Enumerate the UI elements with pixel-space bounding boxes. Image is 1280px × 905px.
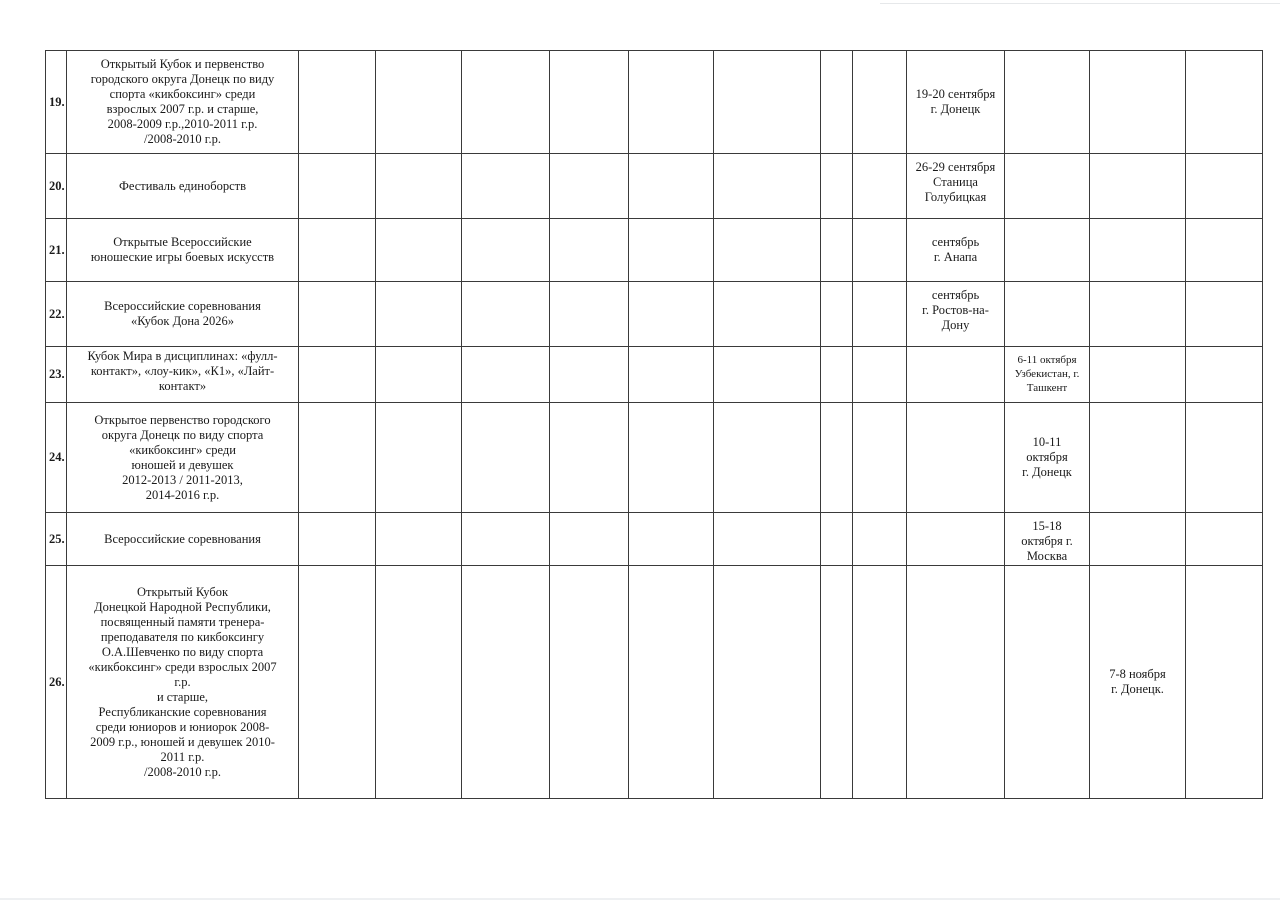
- empty-cell: [550, 154, 629, 219]
- empty-cell: [376, 513, 462, 566]
- empty-cell: [299, 403, 376, 513]
- empty-cell: [714, 51, 821, 154]
- empty-cell: [376, 154, 462, 219]
- empty-cell: [1186, 219, 1263, 282]
- empty-cell: [853, 566, 907, 799]
- empty-cell: [550, 347, 629, 403]
- empty-cell: [299, 347, 376, 403]
- table-row: [46, 219, 1263, 282]
- event-name: Всероссийские соревнования: [67, 513, 299, 566]
- table-row: [46, 51, 1263, 154]
- empty-cell: [821, 403, 853, 513]
- empty-cell: [714, 154, 821, 219]
- empty-cell: [376, 566, 462, 799]
- empty-cell: [853, 154, 907, 219]
- empty-cell: [462, 219, 550, 282]
- empty-cell: [1090, 219, 1186, 282]
- empty-cell: [550, 282, 629, 347]
- row-number: 23.: [46, 347, 67, 403]
- empty-cell: [1186, 347, 1263, 403]
- row-number: 25.: [46, 513, 67, 566]
- empty-cell: [853, 219, 907, 282]
- empty-cell: [821, 282, 853, 347]
- table-row: [46, 154, 1263, 219]
- empty-cell: [714, 219, 821, 282]
- empty-cell: [1186, 154, 1263, 219]
- scan-artifact-bottom: [0, 898, 1280, 900]
- empty-cell: [1090, 51, 1186, 154]
- empty-cell: [1090, 403, 1186, 513]
- empty-cell: [1186, 403, 1263, 513]
- empty-cell: [821, 219, 853, 282]
- event-name: Открытые Всероссийские юношеские игры боевых искусств: [67, 219, 299, 282]
- empty-cell: [1090, 513, 1186, 566]
- empty-cell: [376, 282, 462, 347]
- empty-cell: [629, 513, 714, 566]
- event-date-cell: сентябрь г. Ростов-на- Дону: [907, 282, 1005, 347]
- empty-cell: [462, 566, 550, 799]
- empty-cell: [1005, 282, 1090, 347]
- empty-cell: [1005, 51, 1090, 154]
- empty-cell: [462, 403, 550, 513]
- empty-cell: [462, 513, 550, 566]
- empty-cell: [821, 51, 853, 154]
- table-row: [46, 282, 1263, 347]
- event-date-cell: сентябрь г. Анапа: [907, 219, 1005, 282]
- row-number: 24.: [46, 403, 67, 513]
- empty-cell: [629, 154, 714, 219]
- empty-cell: [629, 219, 714, 282]
- empty-cell: [629, 403, 714, 513]
- empty-cell: [853, 403, 907, 513]
- schedule-table: [45, 50, 1263, 799]
- empty-cell: [462, 154, 550, 219]
- event-date-cell: 26-29 сентября Станица Голубицкая: [907, 154, 1005, 219]
- schedule-table-body: [46, 51, 1263, 799]
- empty-cell: [376, 403, 462, 513]
- empty-cell: [629, 566, 714, 799]
- row-number: 21.: [46, 219, 67, 282]
- row-number: 22.: [46, 282, 67, 347]
- empty-cell: [299, 154, 376, 219]
- empty-cell: [907, 513, 1005, 566]
- empty-cell: [821, 513, 853, 566]
- empty-cell: [299, 51, 376, 154]
- empty-cell: [376, 219, 462, 282]
- empty-cell: [376, 347, 462, 403]
- empty-cell: [299, 566, 376, 799]
- event-name: Кубок Мира в дисциплинах: «фулл- контакт», «лоу-кик», «К1», «Лайт- контакт»: [67, 347, 299, 403]
- empty-cell: [1005, 154, 1090, 219]
- empty-cell: [853, 513, 907, 566]
- empty-cell: [853, 282, 907, 347]
- empty-cell: [1186, 513, 1263, 566]
- empty-cell: [1186, 51, 1263, 154]
- empty-cell: [299, 219, 376, 282]
- event-name: Всероссийские соревнования «Кубок Дона 2026»: [67, 282, 299, 347]
- event-date-cell: 7-8 ноября г. Донецк.: [1090, 566, 1186, 799]
- event-name: Фестиваль единоборств: [67, 154, 299, 219]
- empty-cell: [550, 403, 629, 513]
- empty-cell: [1090, 347, 1186, 403]
- empty-cell: [1186, 566, 1263, 799]
- empty-cell: [907, 403, 1005, 513]
- empty-cell: [1090, 282, 1186, 347]
- scan-artifact-top: [880, 3, 1280, 4]
- event-date-cell: 10-11 октября г. Донецк: [1005, 403, 1090, 513]
- empty-cell: [821, 154, 853, 219]
- empty-cell: [853, 51, 907, 154]
- empty-cell: [550, 51, 629, 154]
- empty-cell: [629, 51, 714, 154]
- empty-cell: [550, 219, 629, 282]
- empty-cell: [1186, 282, 1263, 347]
- table-row: [46, 403, 1263, 513]
- empty-cell: [462, 347, 550, 403]
- empty-cell: [629, 282, 714, 347]
- empty-cell: [629, 347, 714, 403]
- row-number: 26.: [46, 566, 67, 799]
- row-number: 19.: [46, 51, 67, 154]
- event-date-cell: 15-18 октября г. Москва: [1005, 513, 1090, 566]
- empty-cell: [853, 347, 907, 403]
- event-date-cell: 19-20 сентября г. Донецк: [907, 51, 1005, 154]
- empty-cell: [1005, 219, 1090, 282]
- event-name: Открытое первенство городского округа Донецк по виду спорта «кикбоксинг» среди юношей и девушек 2012-2013 / 2011-2013, 2014-2016 г.р.: [67, 403, 299, 513]
- empty-cell: [714, 513, 821, 566]
- empty-cell: [1005, 566, 1090, 799]
- event-name: Открытый Кубок Донецкой Народной Республики, посвященный памяти тренера- преподавателя по кикбоксингу О.А.Шевченко по виду спорта «кикбоксинг» среди взрослых 2007 г.р. и старше, Республиканские соревнования среди юниоров и юниорок 2008- 2009 г.р., юношей и девушек 2010- 2011 г.р. /2008-2010 г.р.: [67, 566, 299, 799]
- row-number: 20.: [46, 154, 67, 219]
- empty-cell: [907, 347, 1005, 403]
- empty-cell: [714, 566, 821, 799]
- table-row: [46, 347, 1263, 403]
- empty-cell: [550, 566, 629, 799]
- empty-cell: [462, 51, 550, 154]
- empty-cell: [714, 403, 821, 513]
- empty-cell: [462, 282, 550, 347]
- empty-cell: [299, 282, 376, 347]
- event-name: Открытый Кубок и первенство городского округа Донецк по виду спорта «кикбоксинг» среди взрослых 2007 г.р. и старше, 2008-2009 г.р.,2010-2011 г.р. /2008-2010 г.р.: [67, 51, 299, 154]
- empty-cell: [907, 566, 1005, 799]
- empty-cell: [714, 347, 821, 403]
- empty-cell: [299, 513, 376, 566]
- empty-cell: [550, 513, 629, 566]
- table-row: [46, 513, 1263, 566]
- empty-cell: [821, 566, 853, 799]
- empty-cell: [821, 347, 853, 403]
- empty-cell: [1090, 154, 1186, 219]
- empty-cell: [376, 51, 462, 154]
- empty-cell: [714, 282, 821, 347]
- table-row: [46, 566, 1263, 799]
- event-date-cell: 6-11 октября Узбекистан, г. Ташкент: [1005, 347, 1090, 403]
